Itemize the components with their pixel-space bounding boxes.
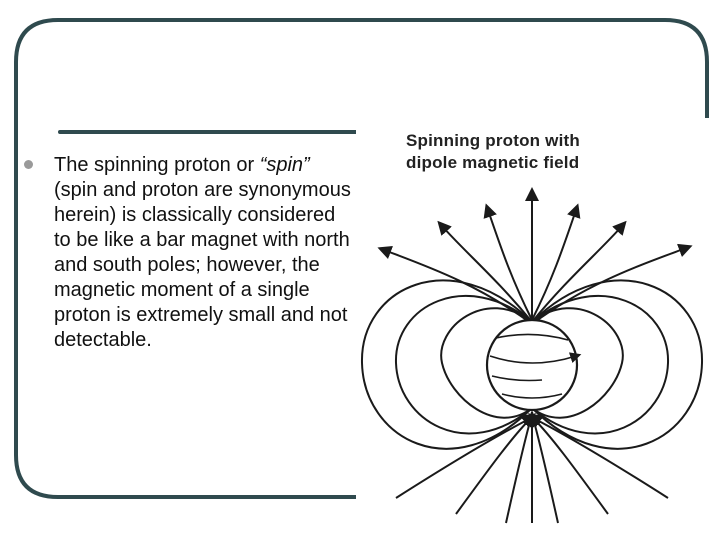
field-line-north-right2 — [532, 226, 622, 322]
field-line-north-right3 — [532, 248, 686, 324]
field-line-south-left3 — [396, 418, 531, 498]
field-line-north-left2 — [442, 226, 532, 322]
field-line-south-left1 — [506, 418, 531, 523]
bullet-dot-icon — [24, 160, 33, 169]
dipole-field-drawing — [356, 118, 710, 540]
figure-title-line1: Spinning proton with — [406, 131, 580, 150]
dipole-figure — [356, 118, 710, 540]
figure-title-line2: dipole magnetic field — [406, 153, 580, 172]
field-line-north-left3 — [384, 250, 532, 324]
field-line-south-right3 — [533, 418, 668, 498]
bullet-text: The spinning proton or “spin” (spin and proton are synonymous herein) is classically considered to be like a bar magnet with north and south poles; however, the magnetic moment of a single proton is extremely small and not detectable. — [54, 154, 351, 351]
field-line-south-right1 — [533, 418, 558, 523]
proton-sphere — [487, 320, 577, 410]
